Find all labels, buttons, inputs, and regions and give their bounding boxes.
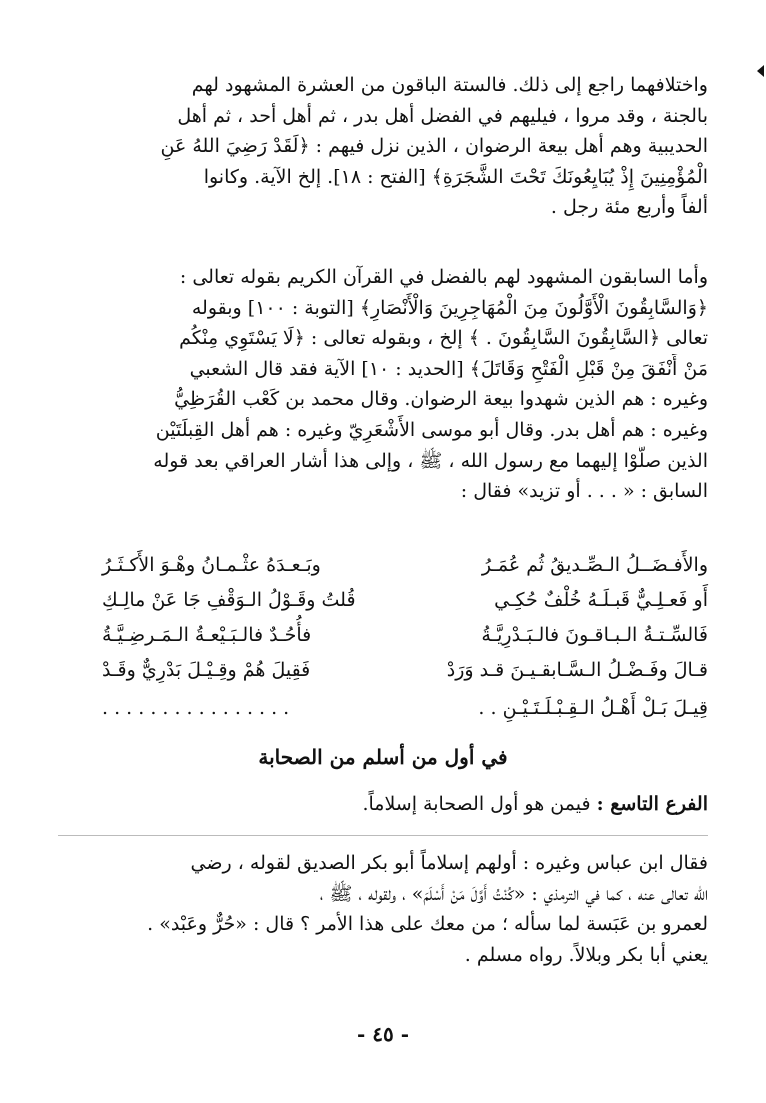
text-line: فقال ابن عباس وغيره : أولهم إسلاماً أبو بكر الصديق لقوله ، رضي [190, 852, 708, 874]
verse-second-hemistich: فَقِيلَ هُمْ وقِـيْـلَ بَدْرِيٌّ وقَـدْ [102, 659, 311, 681]
subheading [362, 793, 708, 815]
text-line: تعالى ﴿السَّابِقُونَ السَّابِقُونَ . ﴾ إلخ ، وبقوله تعالى : ﴿لَا يَسْتَوِي مِنْكُم [179, 327, 708, 350]
section-heading: في أول من أسلم من الصحابة [258, 745, 508, 769]
paragraph-first-muslim [58, 848, 708, 970]
text-line: السابق : « . . . أو تزيد» فقال : [460, 480, 708, 503]
text-line: الحديبية وهم أهل بيعة الرضوان ، الذين نزل فيهم : ﴿لَقَدْ رَضِيَ اللهُ عَنِ [160, 135, 708, 158]
verse-ellipsis: . . . . . . . . . . . . . . . . [102, 697, 290, 719]
text-line: مَنْ أَنْفَقَ مِنْ قَبْلِ الْفَتْحِ وَقَاتَلَ﴾ [الحديد : ١٠] الآية فقد قال الشعبي [189, 357, 708, 380]
verse-second-hemistich: قُلتُ وقَـوْلُ الـوَقْفِ جَا عَنْ مالِـكِ [102, 589, 356, 611]
subheading-text: فيمن هو أول الصحابة إسلاماً. [362, 793, 591, 815]
verse-second-hemistich: فأُحُـدٌ فالـبَـيْعـةُ الـمَـرضِـيَّـةُ [102, 624, 312, 646]
verse-first-hemistich: قِيـلَ بَـلْ أَهْـلُ الـقِـبْـلَـتَـيْـنِ . . [478, 697, 708, 719]
text-line: ﴿وَالسَّابِقُونَ الْأَوَّلُونَ مِنَ الْمُهَاجِرِينَ وَالْأَنْصَارِ﴾ [التوبة : ١٠٠] وبقوله [191, 296, 708, 319]
text-line: ألفاً وأربع مئة رجل . [550, 196, 708, 219]
subheading-label: الفرع التاسع : [596, 793, 708, 815]
paragraph-tenth-ranking [58, 70, 708, 223]
divider [58, 835, 708, 836]
text-line: بالجنة ، وقد مروا ، فيليهم في الفضل أهل بدر ، ثم أهل أحد ، ثم أهل [177, 104, 708, 127]
text-line: الْمُؤْمِنِينَ إِذْ يُبَايِعُونَكَ تَحْتَ الشَّجَرَةِ﴾ [الفتح : ١٨]. إلخ الآية. وكانوا [203, 165, 708, 188]
text-line: واختلافهما راجع إلى ذلك. فالستة الباقون من العشرة المشهود لهم [191, 74, 708, 96]
text-line: يعني أبا بكر وبلالاً. رواه مسلم . [464, 943, 708, 966]
text-line: وأما السابقون المشهود لهم بالفضل في القرآن الكريم بقوله تعالى : [179, 266, 708, 288]
verse-first-hemistich: والأَفـضَــلُ الـصِّـديقُ ثُم عُمَـرُ [481, 554, 708, 576]
page-number: - ٤٥ - [356, 1022, 409, 1046]
verse-first-hemistich: قـالَ وفَـضْـلُ الـسَّـابقـيـنَ قـد وَرَدْ [446, 659, 708, 681]
margin-marker [757, 65, 764, 77]
text-line: الذين صلَّوْا إليهما مع رسول الله ، ﷺ ، وإلى هذا أشار العراقي بعد قوله [153, 449, 708, 472]
verse-first-hemistich: أَو فَعـلِـيٌّ قَبـلَـهُ خُلْفٌ حُكِـي [494, 589, 708, 611]
verse-second-hemistich: وبَـعـدَهُ عثْـمـانُ وهْـوَ الأَكـثَـرُ [102, 554, 321, 576]
verse-first-hemistich: فَالسِّـتـةُ الـبـاقـونَ فالـبَـدْرِيَّـةُ [481, 624, 708, 646]
text-line: الله تعالى عنه ، كما في الترمذي : «كُنْتُ أَوَّلَ مَنْ أَسْلَمَ» ، ولقوله ، ﷺ ، [319, 882, 708, 905]
text-line: وغيره : هم أهل بدر. وقال أبو موسى الأَشْعَرِيّ وغيره : هم أهل القِبلَتَيْن [155, 418, 708, 441]
text-line: وغيره : هم الذين شهدوا بيعة الرضوان. وقال محمد بن كَعْب القُرَظِيُّ [174, 388, 708, 411]
text-line: لعمرو بن عَبَسة لما سأله ؛ من معك على هذا الأمر ؟ قال : «حُرٌّ وعَبْد» . [147, 913, 708, 936]
paragraph-sabiqun [58, 262, 708, 507]
